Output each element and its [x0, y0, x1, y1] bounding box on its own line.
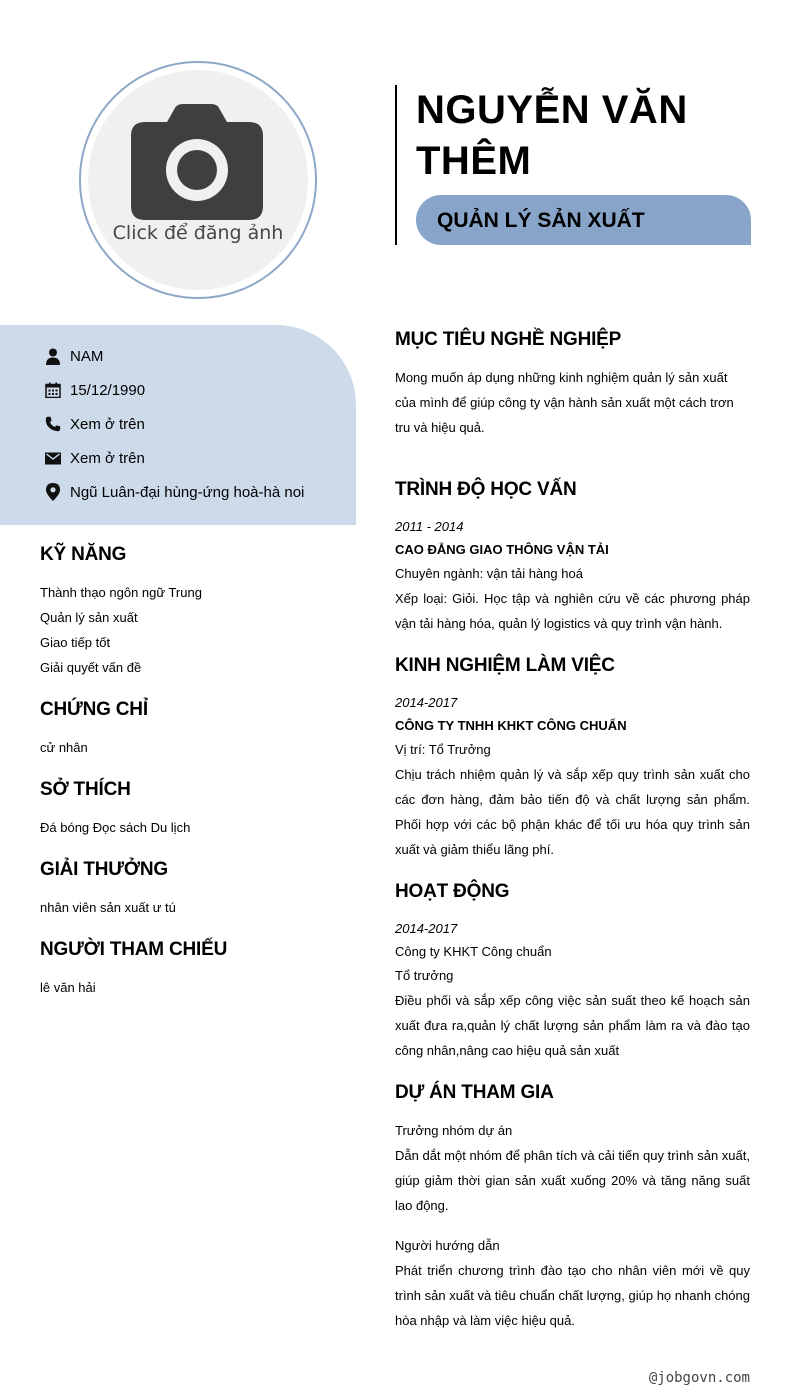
email-value: Xem ở trên — [70, 449, 145, 467]
award-item: nhân viên sản xuất ư tú — [40, 900, 176, 915]
upload-photo-label: Click để đăng ảnh — [112, 222, 284, 244]
gender-value: NAM — [70, 347, 104, 365]
phone-icon — [44, 415, 62, 433]
reference-item: lê văn hải — [40, 980, 96, 995]
experience-details: Chịu trách nhiệm quản lý và sắp xếp quy trình sản xuất cho các đơn hàng, đảm bảo tiến độ và chất lượng sản phẩm. Phối hợp với các bộ phận khác để tối ưu hóa quy trình sản xuất và giảm thiểu lãng phí. — [395, 767, 750, 857]
address-value: Ngũ Luân-đại hùng-ứng hoà-hà noi — [70, 483, 305, 501]
location-pin-icon — [44, 483, 62, 501]
education-major: Chuyên ngành: vận tải hàng hoá — [395, 566, 583, 581]
education-period: 2011 - 2014 — [395, 519, 464, 534]
projects-title: DỰ ÁN THAM GIA — [395, 1082, 554, 1103]
objective-text: Mong muốn áp dụng những kinh nghiệm quản lý sản xuất của mình để giúp công ty vận hành sản xuất một cách trơn tru và hiệu quả. — [395, 370, 734, 435]
envelope-icon — [44, 449, 62, 467]
hobbies-text: Đá bóng Đọc sách Du lịch — [40, 820, 191, 835]
experience-company: CÔNG TY TNHH KHKT CÔNG CHUẨN — [395, 718, 627, 733]
person-icon — [44, 347, 62, 365]
skill-item: Thành thạo ngôn ngữ Trung — [40, 585, 202, 600]
experience-title: KINH NGHIỆM LÀM VIỆC — [395, 655, 615, 676]
phone-value: Xem ở trên — [70, 415, 145, 433]
skill-item: Giao tiếp tốt — [40, 635, 111, 650]
calendar-icon — [44, 381, 62, 399]
awards-title: GIẢI THƯỞNG — [40, 859, 168, 880]
education-title: TRÌNH ĐỘ HỌC VẤN — [395, 479, 577, 500]
hobbies-title: SỞ THÍCH — [40, 779, 131, 800]
activities-details: Điều phối và sắp xếp công việc sản suất theo kế hoạch sản xuất đưa ra,quản lý chất lượng sản phẩm làm ra và đào tạo công nhân,nâng cao hiệu quả sản xuất — [395, 993, 750, 1058]
contact-phone — [44, 414, 145, 434]
objective-title: MỤC TIÊU NGHỀ NGHIỆP — [395, 329, 622, 350]
contact-email — [44, 448, 145, 468]
avatar-upload[interactable] — [88, 70, 308, 290]
skill-item: Giải quyết vấn đề — [40, 660, 142, 675]
watermark-brand: @jobgovn.com — [648, 1370, 750, 1386]
certificate-item: cử nhân — [40, 740, 88, 755]
full-name — [416, 85, 688, 187]
name-line-1: NGUYỄN VĂN — [416, 88, 688, 132]
contact-address — [44, 482, 304, 502]
job-title-badge — [416, 195, 751, 245]
job-title: QUẢN LÝ SẢN XUẤT — [437, 209, 645, 232]
birthday-value: 15/12/1990 — [70, 381, 146, 399]
contact-gender — [44, 346, 103, 366]
references-title: NGƯỜI THAM CHIẾU — [40, 939, 228, 960]
name-header — [395, 85, 755, 245]
name-line-2: THÊM — [416, 139, 532, 183]
experience-position: Vị trí: Tổ Trưởng — [395, 742, 491, 757]
skills-title: KỸ NĂNG — [40, 544, 127, 565]
certificates-title: CHỨNG CHỈ — [40, 699, 148, 720]
contact-birthday — [44, 380, 145, 400]
experience-period: 2014-2017 — [395, 695, 458, 710]
project-1-details: Dẫn dắt một nhóm để phân tích và cải tiến quy trình sản xuất, giúp giảm thời gian sản xuất xuống 20% và tăng năng suất lao động. — [395, 1148, 750, 1213]
skill-item: Quản lý sản xuất — [40, 610, 138, 625]
project-2-details: Phát triển chương trình đào tạo cho nhân viên mới về quy trình sản xuất và tiêu chuẩn chất lượng, giúp họ nhanh chóng hòa nhập và làm việc hiệu quả. — [395, 1263, 750, 1328]
education-school: CAO ĐẲNG GIAO THÔNG VẬN TẢI — [395, 542, 609, 557]
education-details: Xếp loại: Giỏi. Học tập và nghiên cứu về các phương pháp vận tải hàng hóa, quản lý logistics và quy trình vận hành. — [395, 591, 750, 631]
activities-period: 2014-2017 — [395, 921, 458, 936]
project-1-role: Trưởng nhóm dự án — [395, 1123, 513, 1138]
camera-icon — [131, 104, 263, 220]
project-2-role: Người hướng dẫn — [395, 1238, 500, 1253]
activities-role: Tổ trưởng — [395, 968, 454, 983]
avatar-frame[interactable] — [79, 61, 317, 299]
activities-org: Công ty KHKT Công chuẩn — [395, 944, 552, 959]
activities-title: HOẠT ĐỘNG — [395, 881, 510, 902]
